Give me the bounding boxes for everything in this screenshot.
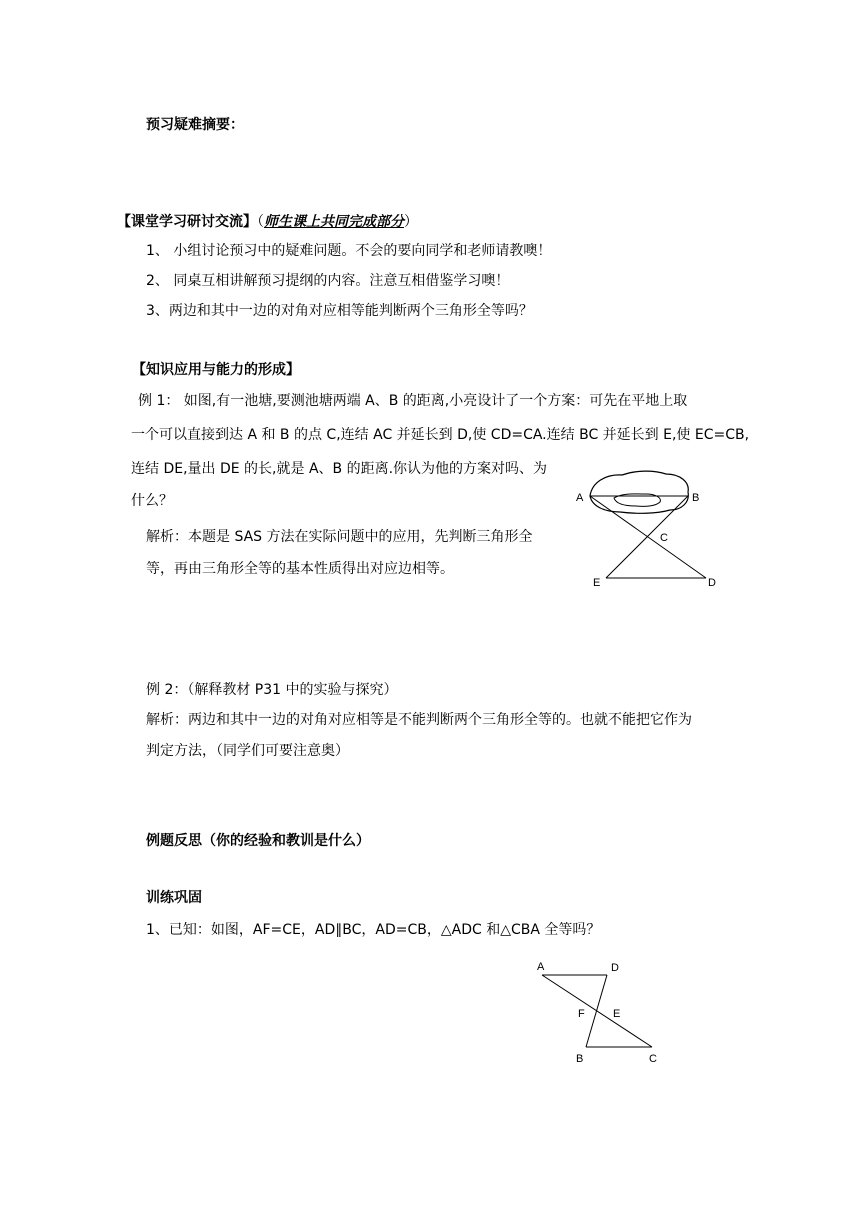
example2-analysis: 判定方法，（同学们可要注意奥） <box>146 743 349 759</box>
training-question-1: 1、已知：如图，AF=CE，AD∥BC，AD=CB，△ADC 和△CBA 全等吗？ <box>146 922 601 938</box>
pond-label-d: D <box>708 577 716 589</box>
classroom-item: 2、 同桌互相讲解预习提纲的内容。注意互相借鉴学习噢！ <box>146 273 510 289</box>
pond-label-c: C <box>660 532 668 544</box>
knowledge-heading: 【知识应用与能力的形成】 <box>132 362 300 378</box>
segment-dfb <box>586 975 607 1047</box>
classroom-note: 师生课上共同完成部分 <box>264 214 404 230</box>
fig2-label-e: E <box>613 1008 621 1020</box>
example2-analysis: 解析：两边和其中一边的对角对应相等是不能判断两个三角形全等的。也就不能把它作为 <box>146 712 692 728</box>
fig2-label-a: A <box>537 961 545 973</box>
example2-title: 例 2：（解释教材 P31 中的实验与探究） <box>146 682 398 698</box>
note-open-paren: （ <box>257 214 264 230</box>
classroom-item: 1、 小组讨论预习中的疑难问题。不会的要向同学和老师请教噢！ <box>146 243 552 259</box>
example1-analysis: 等，再由三角形全等的基本性质得出对应边相等。 <box>146 561 454 577</box>
preview-summary-heading: 预习疑难摘要： <box>146 117 244 133</box>
fig2-label-f: F <box>578 1008 585 1020</box>
pond-label-b: B <box>692 492 700 504</box>
fig2-label-d: D <box>611 962 619 974</box>
example1-line: 连结 DE,量出 DE 的长,就是 A、B 的距离.你认为他的方案对吗、为 <box>131 461 548 477</box>
example1-line: 什么？ <box>131 493 173 509</box>
fig2-label-b: B <box>576 1053 584 1065</box>
example1-analysis: 解析：本题是 SAS 方法在实际问题中的应用，先判断三角形全 <box>146 529 533 545</box>
fig2-label-c: C <box>649 1053 657 1065</box>
training-heading: 训练巩固 <box>146 890 202 906</box>
example1-line: 例 1： 如图,有一池塘,要测池塘两端 A、B 的距离,小亮设计了一个方案：可先在平地上取 <box>138 393 688 409</box>
pond-label-a: A <box>576 492 584 504</box>
classroom-item: 3、两边和其中一边的对角对应相等能判断两个三角形全等吗？ <box>146 303 533 319</box>
classroom-heading: 【课堂学习研讨交流】 <box>117 214 257 230</box>
note-close-paren: ） <box>404 214 418 230</box>
pond-label-e: E <box>593 577 601 589</box>
example1-line: 一个可以直接到达 A 和 B 的点 C,连结 AC 并延长到 D,使 CD=CA.连结 BC 并延长到 E,使 EC=CB, <box>131 427 750 443</box>
reflection-heading: 例题反思（你的经验和教训是什么） <box>146 833 370 849</box>
